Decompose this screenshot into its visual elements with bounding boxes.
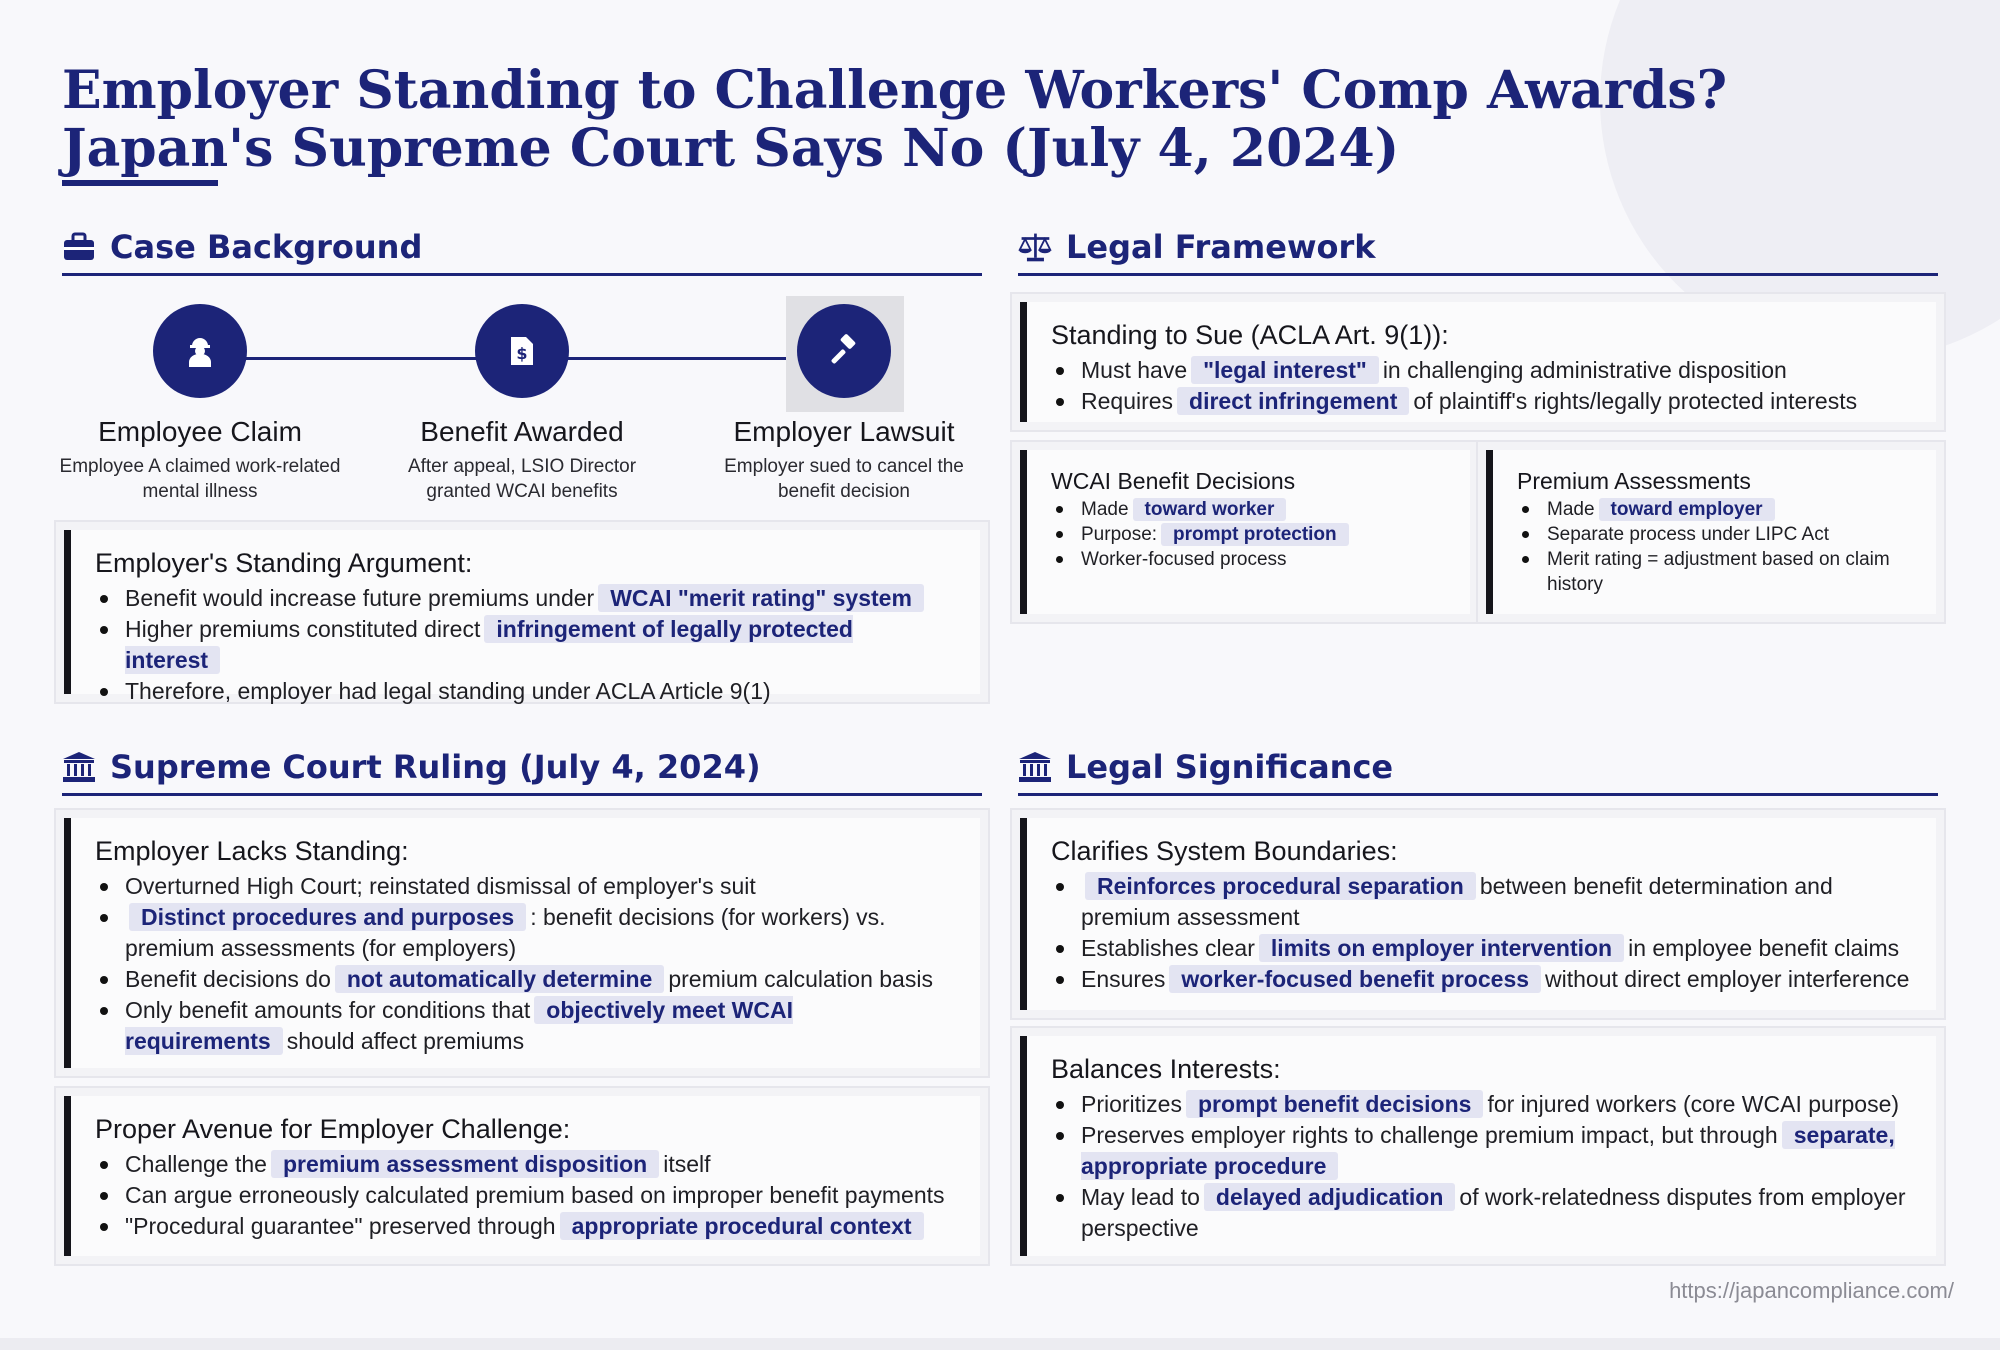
list-item: Purpose: prompt protection (1051, 522, 1446, 547)
section-heading: Supreme Court Ruling (July 4, 2024) (110, 747, 761, 786)
gavel-icon (797, 304, 891, 398)
scales-icon (1018, 230, 1052, 264)
list-item: Can argue erroneously calculated premium based on improper benefit payments (95, 1180, 956, 1211)
card-title: Employer's Standing Argument: (95, 548, 473, 578)
argument-card (54, 520, 990, 704)
section-ruling (62, 740, 982, 796)
list-item: May lead to delayed adjudication of work-relatedness disputes from employer perspective (1051, 1182, 1912, 1244)
list-item: Challenge the premium assessment disposition itself (95, 1149, 956, 1180)
wcai-card (1010, 440, 1480, 624)
timeline-step (679, 304, 1009, 504)
card-title: Standing to Sue (ACLA Art. 9(1)): (1051, 320, 1449, 350)
svg-text:$: $ (516, 344, 528, 363)
section-heading: Case Background (110, 227, 423, 266)
card-title: Employer Lacks Standing: (95, 836, 409, 866)
timeline-step (357, 304, 687, 504)
bottom-strip (0, 1338, 2000, 1350)
section-legal-framework (1018, 220, 1938, 276)
list-item: Establishes clear limits on employer intervention in employee benefit claims (1051, 933, 1912, 964)
list-item: Made toward employer (1517, 497, 1912, 522)
timeline-desc: After appeal, LSIO Director granted WCAI benefits (407, 456, 637, 502)
premium-card (1476, 440, 1946, 624)
section-heading: Legal Significance (1066, 747, 1394, 786)
boundaries-card (1010, 808, 1946, 1020)
list-item: Overturned High Court; reinstated dismissal of employer's suit (95, 871, 956, 902)
list-item: Distinct procedures and purposes : benefit decisions (for workers) vs. premium assessments (for employers) (95, 902, 956, 964)
list-item: Benefit decisions do not automatically determine premium calculation basis (95, 964, 956, 995)
list-item: Ensures worker-focused benefit process without direct employer interference (1051, 964, 1912, 995)
section-heading: Legal Framework (1066, 227, 1376, 266)
list-item: Prioritizes prompt benefit decisions for injured workers (core WCAI purpose) (1051, 1089, 1912, 1120)
lacks-standing-card (54, 808, 990, 1078)
timeline-desc: Employee A claimed work-related mental illness (59, 456, 341, 502)
balances-card (1010, 1026, 1946, 1266)
title-underline (62, 180, 218, 186)
card-title: Proper Avenue for Employer Challenge: (95, 1114, 571, 1144)
footer-url[interactable]: https://japancompliance.com/ (1669, 1278, 1954, 1303)
page-title: Employer Standing to Challenge Workers' Comp Awards? Japan's Supreme Court Says No (July 4, 2024) (62, 60, 1728, 179)
briefcase-icon (62, 230, 96, 264)
list-item: Therefore, employer had legal standing under ACLA Article 9(1) (95, 676, 956, 707)
section-case-background (62, 220, 982, 276)
avenue-card (54, 1086, 990, 1266)
timeline-step (35, 304, 365, 504)
courthouse-icon (62, 750, 96, 784)
timeline-desc: Employer sued to cancel the benefit decision (724, 456, 964, 502)
list-item: Worker-focused process (1051, 547, 1446, 572)
list-item: Requires direct infringement of plaintiff's rights/legally protected interests (1051, 386, 1912, 417)
card-title: Premium Assessments (1517, 468, 1751, 494)
list-item: Merit rating = adjustment based on claim history (1517, 547, 1912, 597)
list-item: Preserves employer rights to challenge premium impact, but through separate, appropriate procedure (1051, 1120, 1912, 1182)
list-item: Separate process under LIPC Act (1517, 522, 1912, 547)
section-legal-significance (1018, 740, 1938, 796)
document-money-icon (475, 304, 569, 398)
timeline-label: Employee Claim (98, 416, 302, 447)
card-title: Balances Interests: (1051, 1054, 1281, 1084)
list-item: Higher premiums constituted direct infringement of legally protected interest (95, 614, 956, 676)
timeline-label: Employer Lawsuit (733, 416, 955, 447)
list-item: Made toward worker (1051, 497, 1446, 522)
timeline-label: Benefit Awarded (420, 416, 624, 447)
list-item: Must have "legal interest" in challenging administrative disposition (1051, 355, 1912, 386)
list-item: Reinforces procedural separation between benefit determination and premium assessment (1051, 871, 1912, 933)
standing-card (1010, 292, 1946, 432)
worker-icon (153, 304, 247, 398)
list-item: "Procedural guarantee" preserved through appropriate procedural context (95, 1211, 956, 1242)
list-item: Only benefit amounts for conditions that objectively meet WCAI requirements should affect premiums (95, 995, 956, 1057)
courthouse-icon (1018, 750, 1052, 784)
list-item: Benefit would increase future premiums under WCAI "merit rating" system (95, 583, 956, 614)
card-title: WCAI Benefit Decisions (1051, 468, 1296, 494)
card-title: Clarifies System Boundaries: (1051, 836, 1398, 866)
